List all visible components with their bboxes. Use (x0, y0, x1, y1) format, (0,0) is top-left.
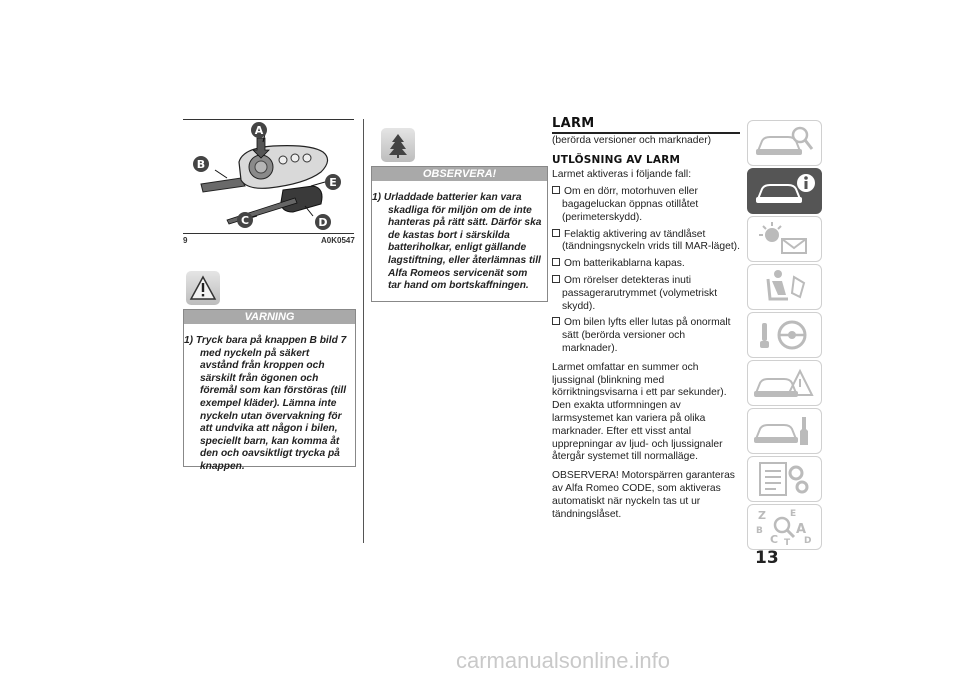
note-heading: OBSERVERA! (372, 167, 547, 181)
car-info-icon (748, 169, 821, 213)
watermark: carmanualsonline.info (456, 648, 671, 673)
callout-d (315, 214, 331, 230)
callout-e (325, 174, 341, 190)
svg-text:E: E (329, 176, 337, 189)
warning-box (183, 309, 356, 472)
note-item: 1) Urladdade batterier kan vara skadliga för miljön om de inte hanteras på rätt sätt. Därför ska de kastas bort i särskilda batteriholkar, enligt gällande lagstiftning, eller återlämnas till Alfa Romeos servicenät som tar hand om bortskaffningen. (372, 192, 542, 292)
tab-warning-lights[interactable] (747, 216, 822, 262)
tab-car-info[interactable] (747, 168, 822, 214)
tab-safety[interactable] (747, 264, 822, 310)
tab-car-knowledge[interactable] (747, 120, 822, 166)
warning-triangle-icon (186, 271, 220, 305)
alarm-note-paragraph: OBSERVERA! Motorspärren garanteras av Alfa Romeo CODE, som aktiveras automatiskt när nyckeln tas ut ur tändningslåset. (552, 470, 735, 520)
tab-maintenance[interactable] (747, 408, 822, 454)
lock-button (279, 156, 287, 164)
alarm-bullet: Om rörelser detekteras inuti passagerarutrymmet (volymetriskt skydd). (552, 275, 740, 313)
tab-alphabetical-index[interactable] (747, 504, 822, 550)
svg-text:B: B (756, 526, 763, 536)
figure-number: 9 (183, 236, 188, 245)
checkbox-bullet-icon (552, 229, 560, 237)
svg-text:A: A (254, 124, 264, 137)
figure-code: A0K0547 (321, 236, 355, 245)
svg-text:C: C (240, 214, 250, 227)
trunk-button (303, 154, 311, 162)
car-maintenance-icon (748, 409, 821, 453)
alarm-bullet: Felaktig aktivering av tändlåset (tändningsnyckeln vrids till MAR-läget). (552, 229, 740, 255)
column-divider (363, 119, 364, 543)
checkbox-bullet-icon (552, 317, 560, 325)
warning-lights-icon (748, 217, 821, 261)
svg-text:D: D (318, 216, 328, 229)
section-intro: (berörda versioner och marknader) (552, 134, 712, 146)
svg-text:E: E (790, 509, 797, 519)
checkbox-bullet-icon (552, 258, 560, 266)
alarm-lead: Larmet aktiveras i följande fall: (552, 169, 692, 181)
alarm-bullet: Om batterikablarna kapas. (552, 258, 740, 271)
alarm-bullet: Om en dörr, motorhuven eller bagageluckan öppnas otillåtet (perimeterskydd). (552, 186, 740, 224)
svg-text:B: B (196, 158, 206, 171)
svg-text:C: C (770, 533, 779, 546)
svg-text:A: A (796, 522, 807, 537)
checkbox-bullet-icon (552, 275, 560, 283)
subsection-title: UTLÖSNING AV LARM (552, 153, 681, 166)
svg-text:D: D (804, 536, 812, 546)
warning-item: 1) Tryck bara på knappen B bild 7 med nyckeln på säkert avstånd från kroppen och särskilt från ögonen och föremål som kan förstöras (till exempel kläder). Lämna inte nyckeln utan övervakning för att undvika att någon i bilen, speciellt barn, kan komma åt den och oavsiktligt trycka på knappen. (184, 335, 347, 472)
callout-a (251, 122, 267, 138)
technical-data-icon (748, 457, 821, 501)
alarm-bullet: Om bilen lyfts eller lutas på onormalt sätt (berörda versioner och marknader). (552, 317, 740, 355)
key-fob-illustration (183, 120, 354, 232)
alarm-paragraph: Larmet omfattar en summer och ljussignal (blinkning med körriktningsvisarna i ett par sekunder). Den exakta utformningen av larmsystemet kan variera på olika marknader. Efter ett visst antal upprepningar av ljud- och ljussignaler återgår systemet till normalläge. (552, 361, 727, 463)
tab-starting-driving[interactable] (747, 312, 822, 358)
checkbox-bullet-icon (552, 186, 560, 194)
svg-text:T: T (784, 538, 791, 548)
callout-c (237, 212, 253, 228)
figure-rule (183, 233, 354, 234)
environment-tree-icon (381, 128, 415, 162)
page-number: 13 (755, 548, 779, 568)
svg-text:Z: Z (758, 509, 766, 522)
seat-safety-icon (748, 265, 821, 309)
key-steering-wheel-icon (748, 313, 821, 357)
note-list (372, 181, 547, 293)
alphabetical-index-icon (748, 505, 821, 549)
alarm-section (552, 118, 740, 521)
car-emergency-icon (748, 361, 821, 405)
battery-cover (281, 186, 322, 212)
unlock-button (291, 154, 299, 162)
warning-heading: VARNING (184, 310, 355, 324)
section-title: LARM (552, 116, 595, 131)
car-search-icon (748, 121, 821, 165)
callout-b (193, 156, 209, 172)
warning-list (184, 324, 355, 474)
note-box (371, 166, 548, 302)
section-rule (552, 132, 740, 134)
tab-technical-data[interactable] (747, 456, 822, 502)
key-blade (201, 178, 245, 192)
tab-emergency[interactable] (747, 360, 822, 406)
